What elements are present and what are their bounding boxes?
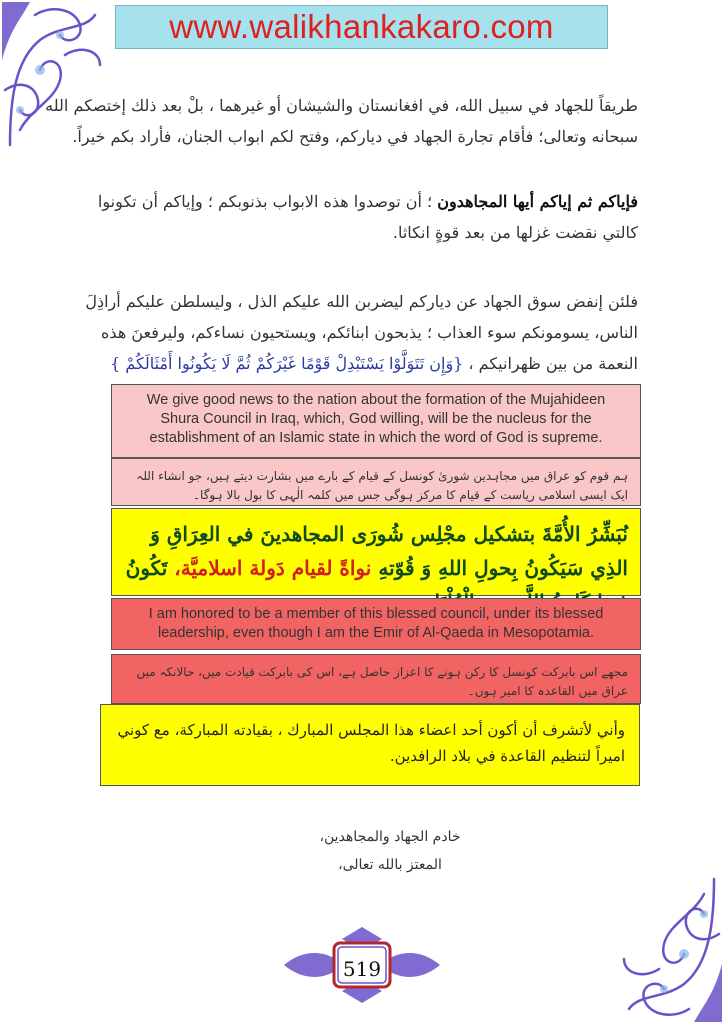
paragraph-line — [98, 186, 638, 217]
arabic-paragraph-2 — [98, 186, 638, 248]
paragraph-line: طريقاً للجهاد في سبيل الله، في افغانستان والشيشان أو غيرهما ، بلْ بعد ذلك إختصكم الله — [45, 96, 638, 115]
arabic-paragraph-1 — [45, 90, 638, 152]
signature-block — [280, 823, 500, 879]
paragraph-line: الناس، يسومونكم سوء العذاب ؛ يذبحون ابنائكم، ويستحيون نساءكم، وليرفعنَ هذه — [101, 323, 638, 342]
urdu-translation-box-1: ہم قوم کو عراق میں مجاہدین شوریٰ کونسل کے قیام کے بارے میں بشارت دیتے ہیں، جو انشاء اللہ ایک ایسی اسلامی ریاست کے قیام کا مرکز ہوگی جس میں کلمہ الٰہی کا بول بالا ہوگا۔ — [111, 458, 641, 506]
url-banner — [115, 5, 608, 49]
paragraph-line: سبحانه وتعالى؛ فأقام تجارة الجهاد في دياركم، وفتح لكم ابواب الجنان، فأراد بكم خيراً. — [72, 127, 638, 146]
arabic-highlight-red-text: نواةً لقيام دَولة اسلاميَّة، — [174, 556, 372, 580]
signature-line: المعتز بالله تعالى، — [338, 857, 442, 873]
paragraph-line: كالتي نقضت غزلها من بعد قوةٍ انكاثا. — [392, 223, 638, 242]
english-translation-box-2: I am honored to be a member of this blessed council, under its blessed leadership, even though I am the Emir of Al-Qaeda in Mesopotamia. — [111, 598, 641, 650]
urdu-translation-box-2: مجھے اس بابرکت کونسل کا رکن ہونے کا اعزاز حاصل ہے، اس کی بابرکت قیادت میں، حالانکہ میں عراق میں القاعدہ کا امیر ہوں۔ — [111, 654, 641, 704]
english-translation-box-1: We give good news to the nation about the formation of the Mujahideen Shura Council in Iraq, which, God willing, will be the nucleus for the establishment of an Islamic state in which the word of God is supreme. — [111, 384, 641, 458]
arabic-highlight-text-end: تَكُونُ — [125, 556, 168, 580]
paragraph-text: ؛ أن توصدوا هذه الابواب بذنوبكم ؛ وإياكم أن تكونوا — [97, 192, 438, 211]
arabic-highlight-box — [111, 508, 641, 596]
corner-ornament-bottom-right — [604, 874, 724, 1024]
website-url[interactable]: www.walikhankakaro.com — [169, 8, 554, 45]
bold-lead-phrase: فإياكم ثم إياكم أيها المجاهدون — [437, 192, 638, 211]
arabic-paragraph-3 — [85, 286, 638, 379]
quran-verse: {وَإِن تَتَوَلَّوْا يَسْتَبْدِلْ قَوْمًا غَيْرَكُمْ ثُمَّ لَا يَكُونُوا أَمْثَالَكُمْ } — [110, 354, 464, 373]
paragraph-line — [98, 348, 638, 379]
paragraph-line: فلئن إنفض سوق الجهاد عن دياركم ليضربن الله عليكم الذل ، وليسلطن عليكم أراذِلَ — [85, 292, 638, 311]
paragraph-text: النعمة من بين ظهرانيكم ، — [463, 354, 638, 373]
page-number: 519 — [342, 957, 382, 981]
arabic-highlight-text: نُبَشِّرُ الأُمَّةَ بتشكيل مجْلِس شُورَى المجاهدينَ في العِرَاقِ وَ الذِي سَيَكُونُ بِحولِ اللهِ وَ قُوّتهِ — [150, 522, 628, 580]
signature-line: خادم الجهاد والمجاهدين، — [319, 829, 461, 845]
arabic-yellow-box: وأني لأتشرف أن أكون أحد اعضاء هذا المجلس المبارك ، بقيادته المباركة، مع كوني اميراً لتنظيم القاعدة في بلاد الرافدين. — [100, 704, 640, 786]
